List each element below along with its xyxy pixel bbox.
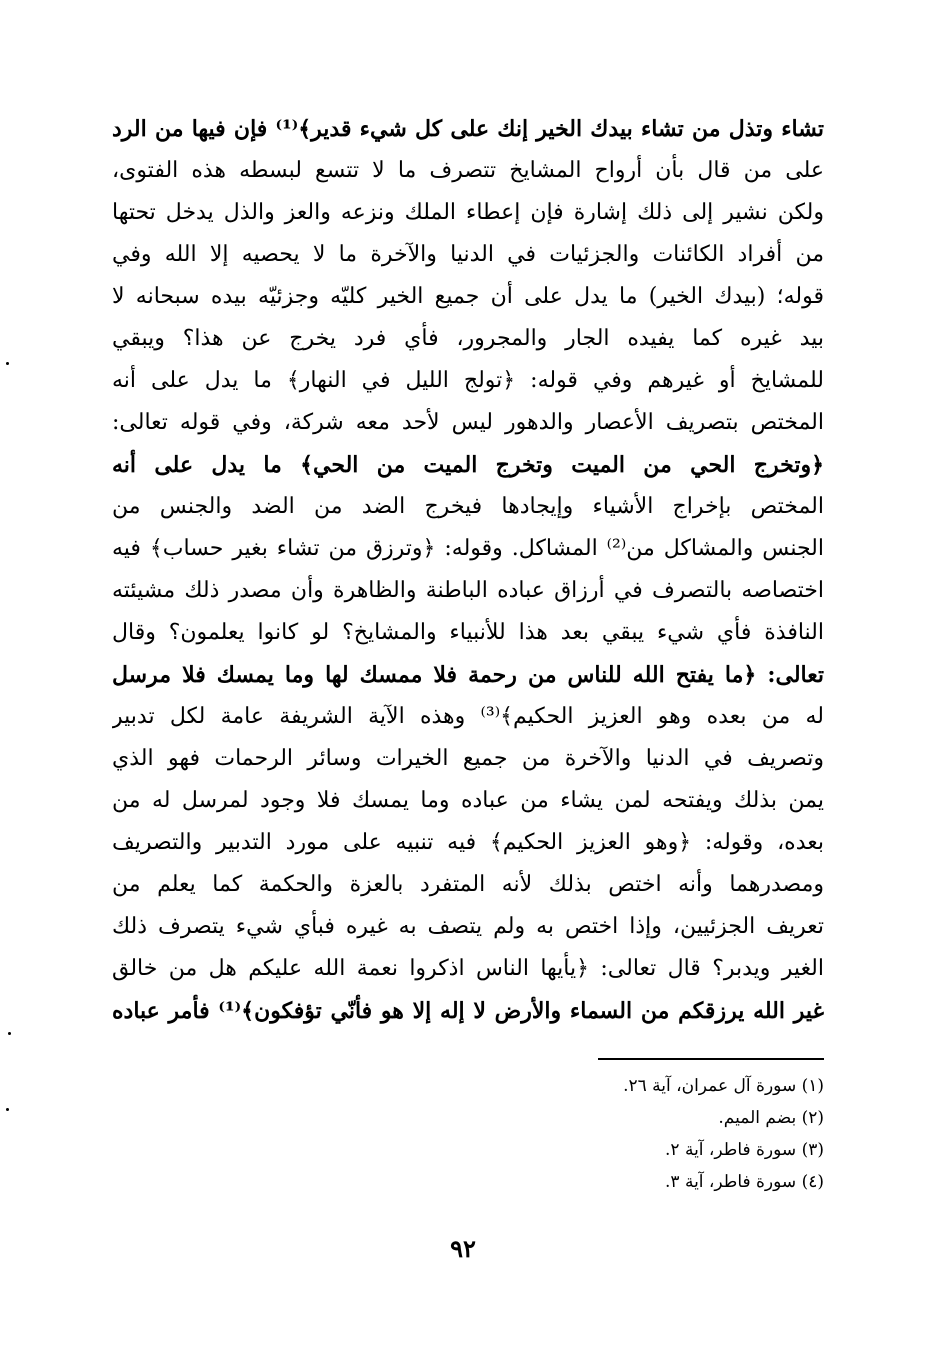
footnotes — [424, 1070, 824, 1198]
text-line: الغير ويدبر؟ قال تعالى: ﴿يأيها الناس اذكروا نعمة الله عليكم هل من خالق — [112, 956, 824, 981]
text-line: قوله؛ (بيدك الخير) ما يدل على أن جميع الخير كليّه وجزئيّه بيده سبحانه لا — [112, 284, 824, 309]
footnote-4: (٤) سورة فاطر، آية ٣. — [665, 1172, 824, 1192]
text-line: تشاء وتذل من تشاء بيدك الخير إنك على كل شيء قدير﴾⁽¹⁾ فإن فيها من الرد — [112, 116, 824, 142]
text-line: غير الله يرزقكم من السماء والأرض لا إله إلا هو فأنّي تؤفكون﴾⁽¹⁾ فأمر عباده — [112, 998, 824, 1024]
text-line: ﴿وتخرج الحي من الميت وتخرج الميت من الحي﴾ ما يدل على أنه — [112, 452, 824, 478]
text-line: ولكن نشير إلى ذلك إشارة فإن إعطاء الملك ونزعه والعز والذل يدخل تحتها — [112, 200, 824, 225]
text-line: للمشايخ أو غيرهم وفي قوله: ﴿تولج الليل في النهار﴾ ما يدل على أنه — [112, 368, 824, 393]
text-line: يمن بذلك ويفتحه لمن يشاء من عباده وما يمسك فلا وجود لمرسل له من — [112, 788, 824, 813]
scan-speck — [8, 1032, 11, 1035]
text-line: المختص بإخراج الأشياء وإيجادها فيخرج الضد من الضد والجنس من — [112, 494, 824, 519]
page-number: ٩٢ — [450, 1234, 476, 1263]
text-line: اختصاصه بالتصرف في أرزاق عباده الباطنة والظاهرة وأن مصدر ذلك مشيئته — [112, 578, 824, 603]
text-line: على من قال بأن أرواح المشايخ تتصرف ما لا تتسع لبسطه هذه الفتوى، — [112, 158, 824, 183]
text-line: الجنس والمشاكل من⁽²⁾ المشاكل. وقوله: ﴿وترزق من تشاء بغير حساب﴾ فيه — [112, 536, 824, 561]
body-text — [112, 108, 824, 1032]
footnote-divider — [598, 1058, 824, 1060]
text-line: له من بعده وهو العزيز الحكيم﴾⁽³⁾ وهذه الآية الشريفة عامة لكل تدبير — [112, 704, 824, 729]
text-line: ومصدرهما وأنه اختص بذلك لأنه المتفرد بالعزة والحكمة كما يعلم من — [112, 872, 824, 897]
text-line: وتصريف في الدنيا والآخرة من جميع الخيرات وسائر الرحمات فهو الذي — [112, 746, 824, 771]
footnote-3: (٣) سورة فاطر، آية ٢. — [665, 1140, 824, 1160]
text-line: تعالى: ﴿ما يفتح الله للناس من رحمة فلا ممسك لها وما يمسك فلا مرسل — [112, 662, 824, 688]
footnote-2: (٢) بضم الميم. — [718, 1108, 824, 1128]
scan-speck — [6, 362, 9, 365]
text-line: بعده، وقوله: ﴿وهو العزيز الحكيم﴾ فيه تنبيه على مورد التدبير والتصريف — [112, 830, 824, 855]
scan-speck — [6, 1108, 9, 1111]
text-line: المختص بتصريف الأعصار والدهور ليس لأحد معه شركة، وفي قوله تعالى: — [112, 410, 824, 435]
text-line: من أفراد الكائنات والجزئيات في الدنيا والآخرة ما لا يحصيه إلا الله وفي — [112, 242, 824, 267]
text-line: تعريف الجزئيين، وإذا اختص به ولم يتصف به غيره فبأي شيء يتصرف ذلك — [112, 914, 824, 939]
text-line: بيد غيره كما يفيده الجار والمجرور، فأي فرد يخرج عن هذا؟ ويبقي — [112, 326, 824, 351]
text-line: النافذة فأي شيء يبقي بعد هذا للأنبياء والمشايخ؟ لو كانوا يعلمون؟ وقال — [112, 620, 824, 645]
footnote-1: (١) سورة آل عمران، آية ٢٦. — [623, 1076, 824, 1096]
